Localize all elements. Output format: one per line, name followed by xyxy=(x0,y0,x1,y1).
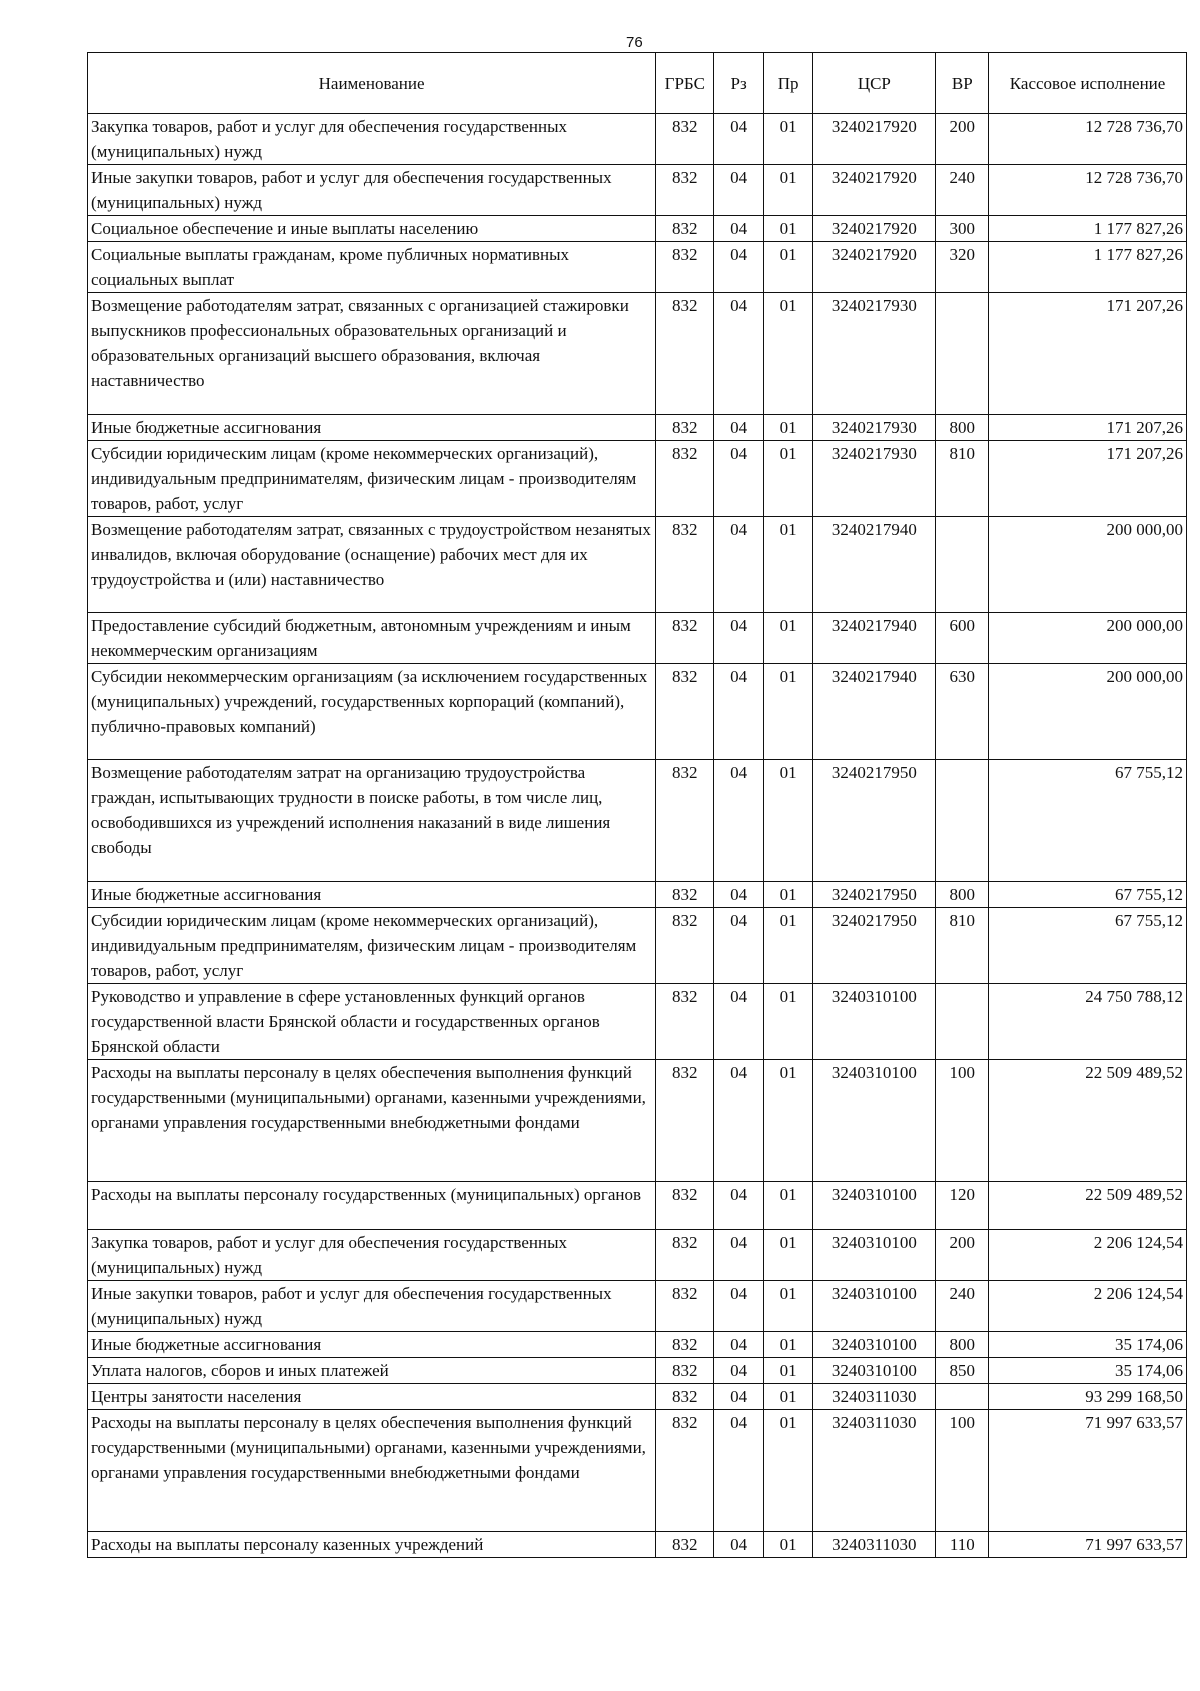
table-cell-vr: 810 xyxy=(936,441,989,517)
table-cell-csr: 3240217950 xyxy=(813,908,936,984)
table-cell-rz: 04 xyxy=(714,908,763,984)
table-cell-rz: 04 xyxy=(714,415,763,441)
table-cell-amount: 2 206 124,54 xyxy=(989,1281,1187,1332)
table-cell-amount: 35 174,06 xyxy=(989,1358,1187,1384)
table-cell-name: Возмещение работодателям затрат на организацию трудоустройства граждан, испытывающих трудности в поиске работы, в том числе лиц, освободившихся из учреждений исполнения наказаний в виде лишения свободы xyxy=(88,760,656,882)
table-cell-pr: 01 xyxy=(763,517,812,613)
page-number: 76 xyxy=(626,34,643,51)
table-row xyxy=(88,760,1187,882)
table-cell-name: Центры занятости населения xyxy=(88,1384,656,1410)
table-cell-vr: 200 xyxy=(936,114,989,165)
table-cell-vr: 320 xyxy=(936,242,989,293)
table-cell-csr: 3240217930 xyxy=(813,415,936,441)
budget-table xyxy=(87,52,1187,1558)
table-row xyxy=(88,613,1187,664)
table-cell-pr: 01 xyxy=(763,165,812,216)
table-cell-grbs: 832 xyxy=(656,1532,714,1558)
table-cell-grbs: 832 xyxy=(656,613,714,664)
table-cell-name: Расходы на выплаты персоналу казенных учреждений xyxy=(88,1532,656,1558)
table-row xyxy=(88,242,1187,293)
table-row xyxy=(88,1281,1187,1332)
table-cell-rz: 04 xyxy=(714,882,763,908)
table-cell-name: Возмещение работодателям затрат, связанных с трудоустройством незанятых инвалидов, включая оборудование (оснащение) рабочих мест для их трудоустройства и (или) наставничество xyxy=(88,517,656,613)
table-cell-rz: 04 xyxy=(714,517,763,613)
table-header-row xyxy=(88,53,1187,114)
table-cell-pr: 01 xyxy=(763,242,812,293)
table-cell-rz: 04 xyxy=(714,1060,763,1182)
table-cell-csr: 3240217940 xyxy=(813,664,936,760)
table-cell-csr: 3240217920 xyxy=(813,114,936,165)
table-cell-vr xyxy=(936,1384,989,1410)
table-cell-grbs: 832 xyxy=(656,908,714,984)
table-cell-csr: 3240310100 xyxy=(813,984,936,1060)
table-cell-rz: 04 xyxy=(714,1281,763,1332)
table-cell-amount: 12 728 736,70 xyxy=(989,114,1187,165)
table-cell-grbs: 832 xyxy=(656,293,714,415)
table-cell-vr: 100 xyxy=(936,1410,989,1532)
table-cell-pr: 01 xyxy=(763,1332,812,1358)
table-cell-vr xyxy=(936,984,989,1060)
table-cell-vr: 600 xyxy=(936,613,989,664)
table-cell-rz: 04 xyxy=(714,760,763,882)
table-cell-vr xyxy=(936,760,989,882)
table-cell-amount: 200 000,00 xyxy=(989,517,1187,613)
table-row xyxy=(88,441,1187,517)
table-cell-amount: 93 299 168,50 xyxy=(989,1384,1187,1410)
table-cell-rz: 04 xyxy=(714,613,763,664)
table-cell-grbs: 832 xyxy=(656,1281,714,1332)
header-vr: ВР xyxy=(936,53,989,114)
table-cell-name: Расходы на выплаты персоналу в целях обеспечения выполнения функций государственными (муниципальными) органами, казенными учреждениями, органами управления государственными внебюджетными фондами xyxy=(88,1060,656,1182)
header-grbs: ГРБС xyxy=(656,53,714,114)
table-row xyxy=(88,664,1187,760)
table-cell-amount: 200 000,00 xyxy=(989,613,1187,664)
header-pr: Пр xyxy=(763,53,812,114)
table-cell-name: Социальные выплаты гражданам, кроме публичных нормативных социальных выплат xyxy=(88,242,656,293)
table-cell-name: Уплата налогов, сборов и иных платежей xyxy=(88,1358,656,1384)
table-row xyxy=(88,1384,1187,1410)
table-row xyxy=(88,1060,1187,1182)
table-cell-csr: 3240310100 xyxy=(813,1332,936,1358)
table-cell-rz: 04 xyxy=(714,441,763,517)
table-cell-pr: 01 xyxy=(763,1358,812,1384)
table-cell-vr: 850 xyxy=(936,1358,989,1384)
table-cell-pr: 01 xyxy=(763,114,812,165)
table-row xyxy=(88,415,1187,441)
table-cell-amount: 171 207,26 xyxy=(989,415,1187,441)
table-cell-name: Закупка товаров, работ и услуг для обеспечения государственных (муниципальных) нужд xyxy=(88,1230,656,1281)
table-cell-amount: 171 207,26 xyxy=(989,441,1187,517)
header-name: Наименование xyxy=(88,53,656,114)
table-cell-csr: 3240217930 xyxy=(813,441,936,517)
table-cell-csr: 3240217950 xyxy=(813,760,936,882)
table-cell-rz: 04 xyxy=(714,216,763,242)
table-cell-grbs: 832 xyxy=(656,517,714,613)
table-cell-pr: 01 xyxy=(763,613,812,664)
table-cell-vr xyxy=(936,293,989,415)
table-row xyxy=(88,1410,1187,1532)
table-cell-name: Социальное обеспечение и иные выплаты населению xyxy=(88,216,656,242)
table-cell-name: Закупка товаров, работ и услуг для обеспечения государственных (муниципальных) нужд xyxy=(88,114,656,165)
table-cell-csr: 3240217920 xyxy=(813,216,936,242)
table-cell-grbs: 832 xyxy=(656,664,714,760)
table-cell-csr: 3240217940 xyxy=(813,517,936,613)
table-cell-grbs: 832 xyxy=(656,1060,714,1182)
table-cell-csr: 3240217920 xyxy=(813,242,936,293)
table-row xyxy=(88,165,1187,216)
table-cell-name: Иные закупки товаров, работ и услуг для обеспечения государственных (муниципальных) нужд xyxy=(88,1281,656,1332)
table-cell-rz: 04 xyxy=(714,664,763,760)
table-cell-grbs: 832 xyxy=(656,165,714,216)
table-cell-rz: 04 xyxy=(714,1532,763,1558)
table-cell-pr: 01 xyxy=(763,908,812,984)
table-cell-csr: 3240217950 xyxy=(813,882,936,908)
table-cell-rz: 04 xyxy=(714,1230,763,1281)
table-cell-csr: 3240310100 xyxy=(813,1182,936,1230)
table-cell-name: Иные бюджетные ассигнования xyxy=(88,415,656,441)
table-cell-name: Предоставление субсидий бюджетным, автономным учреждениям и иным некоммерческим организациям xyxy=(88,613,656,664)
table-cell-vr: 810 xyxy=(936,908,989,984)
table-cell-grbs: 832 xyxy=(656,1410,714,1532)
table-cell-pr: 01 xyxy=(763,664,812,760)
table-row xyxy=(88,1230,1187,1281)
table-cell-csr: 3240310100 xyxy=(813,1230,936,1281)
table-row xyxy=(88,517,1187,613)
table-cell-pr: 01 xyxy=(763,441,812,517)
table-cell-name: Возмещение работодателям затрат, связанных с организацией стажировки выпускников профессиональных образовательных организаций и образовательных организаций высшего образования, включая наставничество xyxy=(88,293,656,415)
table-cell-csr: 3240310100 xyxy=(813,1060,936,1182)
table-cell-pr: 01 xyxy=(763,1281,812,1332)
table-cell-amount: 1 177 827,26 xyxy=(989,216,1187,242)
table-cell-pr: 01 xyxy=(763,1182,812,1230)
table-cell-amount: 171 207,26 xyxy=(989,293,1187,415)
table-cell-vr: 800 xyxy=(936,415,989,441)
table-cell-name: Иные бюджетные ассигнования xyxy=(88,1332,656,1358)
table-cell-vr: 800 xyxy=(936,882,989,908)
table-cell-pr: 01 xyxy=(763,760,812,882)
table-cell-grbs: 832 xyxy=(656,760,714,882)
table-cell-amount: 22 509 489,52 xyxy=(989,1182,1187,1230)
table-cell-name: Субсидии некоммерческим организациям (за исключением государственных (муниципальных) учреждений, государственных корпораций (компаний), публично-правовых компаний) xyxy=(88,664,656,760)
table-cell-grbs: 832 xyxy=(656,1358,714,1384)
table-cell-name: Иные закупки товаров, работ и услуг для обеспечения государственных (муниципальных) нужд xyxy=(88,165,656,216)
table-cell-amount: 67 755,12 xyxy=(989,882,1187,908)
table-cell-pr: 01 xyxy=(763,216,812,242)
table-cell-grbs: 832 xyxy=(656,114,714,165)
table-cell-csr: 3240217930 xyxy=(813,293,936,415)
table-cell-rz: 04 xyxy=(714,114,763,165)
table-cell-vr: 300 xyxy=(936,216,989,242)
table-cell-name: Руководство и управление в сфере установленных функций органов государственной власти Брянской области и государственных органов Брянской области xyxy=(88,984,656,1060)
table-cell-grbs: 832 xyxy=(656,441,714,517)
table-row xyxy=(88,1358,1187,1384)
table-cell-vr: 200 xyxy=(936,1230,989,1281)
table-cell-amount: 1 177 827,26 xyxy=(989,242,1187,293)
table-cell-rz: 04 xyxy=(714,984,763,1060)
table-cell-vr: 800 xyxy=(936,1332,989,1358)
table-cell-csr: 3240311030 xyxy=(813,1410,936,1532)
table-row xyxy=(88,908,1187,984)
table-cell-rz: 04 xyxy=(714,242,763,293)
table-cell-amount: 24 750 788,12 xyxy=(989,984,1187,1060)
table-row xyxy=(88,114,1187,165)
table-cell-pr: 01 xyxy=(763,1384,812,1410)
table-cell-vr: 120 xyxy=(936,1182,989,1230)
table-row xyxy=(88,293,1187,415)
table-cell-pr: 01 xyxy=(763,882,812,908)
table-row xyxy=(88,1532,1187,1558)
table-row xyxy=(88,1182,1187,1230)
table-cell-grbs: 832 xyxy=(656,242,714,293)
table-cell-amount: 71 997 633,57 xyxy=(989,1532,1187,1558)
table-cell-vr xyxy=(936,517,989,613)
table-cell-rz: 04 xyxy=(714,293,763,415)
table-cell-rz: 04 xyxy=(714,1332,763,1358)
table-row xyxy=(88,1332,1187,1358)
table-cell-amount: 2 206 124,54 xyxy=(989,1230,1187,1281)
table-cell-rz: 04 xyxy=(714,1182,763,1230)
table-cell-grbs: 832 xyxy=(656,1332,714,1358)
table-cell-csr: 3240310100 xyxy=(813,1358,936,1384)
table-cell-pr: 01 xyxy=(763,1230,812,1281)
table-cell-rz: 04 xyxy=(714,1410,763,1532)
table-cell-name: Субсидии юридическим лицам (кроме некоммерческих организаций), индивидуальным предпринимателям, физическим лицам - производителям товаров, работ, услуг xyxy=(88,908,656,984)
table-row xyxy=(88,984,1187,1060)
table-cell-csr: 3240310100 xyxy=(813,1281,936,1332)
header-csr: ЦСР xyxy=(813,53,936,114)
table-cell-pr: 01 xyxy=(763,415,812,441)
table-row xyxy=(88,216,1187,242)
table-cell-rz: 04 xyxy=(714,1358,763,1384)
table-cell-amount: 200 000,00 xyxy=(989,664,1187,760)
header-rz: Рз xyxy=(714,53,763,114)
table-cell-grbs: 832 xyxy=(656,415,714,441)
table-cell-amount: 67 755,12 xyxy=(989,760,1187,882)
table-cell-csr: 3240311030 xyxy=(813,1532,936,1558)
table-cell-pr: 01 xyxy=(763,1410,812,1532)
table-cell-amount: 22 509 489,52 xyxy=(989,1060,1187,1182)
table-cell-csr: 3240217920 xyxy=(813,165,936,216)
table-cell-rz: 04 xyxy=(714,165,763,216)
table-cell-vr: 630 xyxy=(936,664,989,760)
table-cell-vr: 240 xyxy=(936,1281,989,1332)
table-cell-name: Расходы на выплаты персоналу в целях обеспечения выполнения функций государственными (муниципальными) органами, казенными учреждениями, органами управления государственными внебюджетными фондами xyxy=(88,1410,656,1532)
table-cell-rz: 04 xyxy=(714,1384,763,1410)
table-cell-amount: 12 728 736,70 xyxy=(989,165,1187,216)
table-cell-name: Расходы на выплаты персоналу государственных (муниципальных) органов xyxy=(88,1182,656,1230)
table-cell-pr: 01 xyxy=(763,984,812,1060)
table-cell-csr: 3240217940 xyxy=(813,613,936,664)
table-cell-grbs: 832 xyxy=(656,984,714,1060)
table-cell-vr: 100 xyxy=(936,1060,989,1182)
table-cell-grbs: 832 xyxy=(656,1182,714,1230)
table-cell-name: Субсидии юридическим лицам (кроме некоммерческих организаций), индивидуальным предпринимателям, физическим лицам - производителям товаров, работ, услуг xyxy=(88,441,656,517)
table-cell-grbs: 832 xyxy=(656,216,714,242)
table-cell-vr: 240 xyxy=(936,165,989,216)
table-cell-vr: 110 xyxy=(936,1532,989,1558)
table-cell-grbs: 832 xyxy=(656,1230,714,1281)
table-cell-grbs: 832 xyxy=(656,1384,714,1410)
header-amount: Кассовое исполнение xyxy=(989,53,1187,114)
table-cell-amount: 67 755,12 xyxy=(989,908,1187,984)
table-cell-pr: 01 xyxy=(763,1060,812,1182)
table-cell-grbs: 832 xyxy=(656,882,714,908)
table-cell-amount: 35 174,06 xyxy=(989,1332,1187,1358)
table-cell-amount: 71 997 633,57 xyxy=(989,1410,1187,1532)
table-cell-pr: 01 xyxy=(763,293,812,415)
table-body xyxy=(88,114,1187,1558)
table-row xyxy=(88,882,1187,908)
table-cell-pr: 01 xyxy=(763,1532,812,1558)
table-cell-csr: 3240311030 xyxy=(813,1384,936,1410)
table-cell-name: Иные бюджетные ассигнования xyxy=(88,882,656,908)
